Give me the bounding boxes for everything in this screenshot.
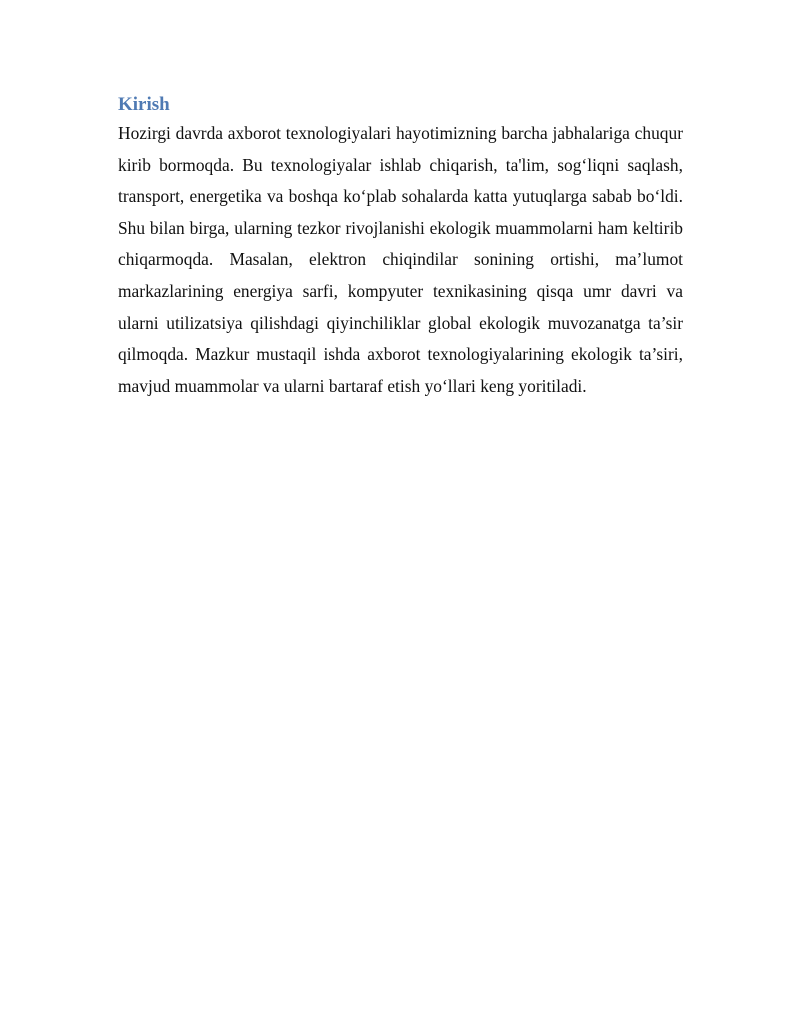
- section-paragraph: Hozirgi davrda axborot texnologiyalari hayotimizning barcha jabhalariga chuqur kirib bormoqda. Bu texnologiyalar ishlab chiqarish, ta'lim, sog‘liqni saqlash, transport, energetika va boshqa ko‘plab sohalarda katta yutuqlarga sabab bo‘ldi. Shu bilan birga, ularning tezkor rivojlanishi ekologik muammolarni ham keltirib chiqarmoqda. Masalan, elektron chiqindilar sonining ortishi, ma’lumot markazlarining energiya sarfi, kompyuter texnikasining qisqa umr davri va ularni utilizatsiya qilishdagi qiyinchiliklar global ekologik muvozanatga ta’sir qilmoqda. Mazkur mustaqil ishda axborot texnologiyalarining ekologik ta’siri, mavjud muammolar va ularni bartaraf etish yo‘llari keng yoritiladi.: [118, 123, 683, 396]
- document-content: [118, 92, 683, 402]
- section-heading: Kirish: [118, 94, 170, 115]
